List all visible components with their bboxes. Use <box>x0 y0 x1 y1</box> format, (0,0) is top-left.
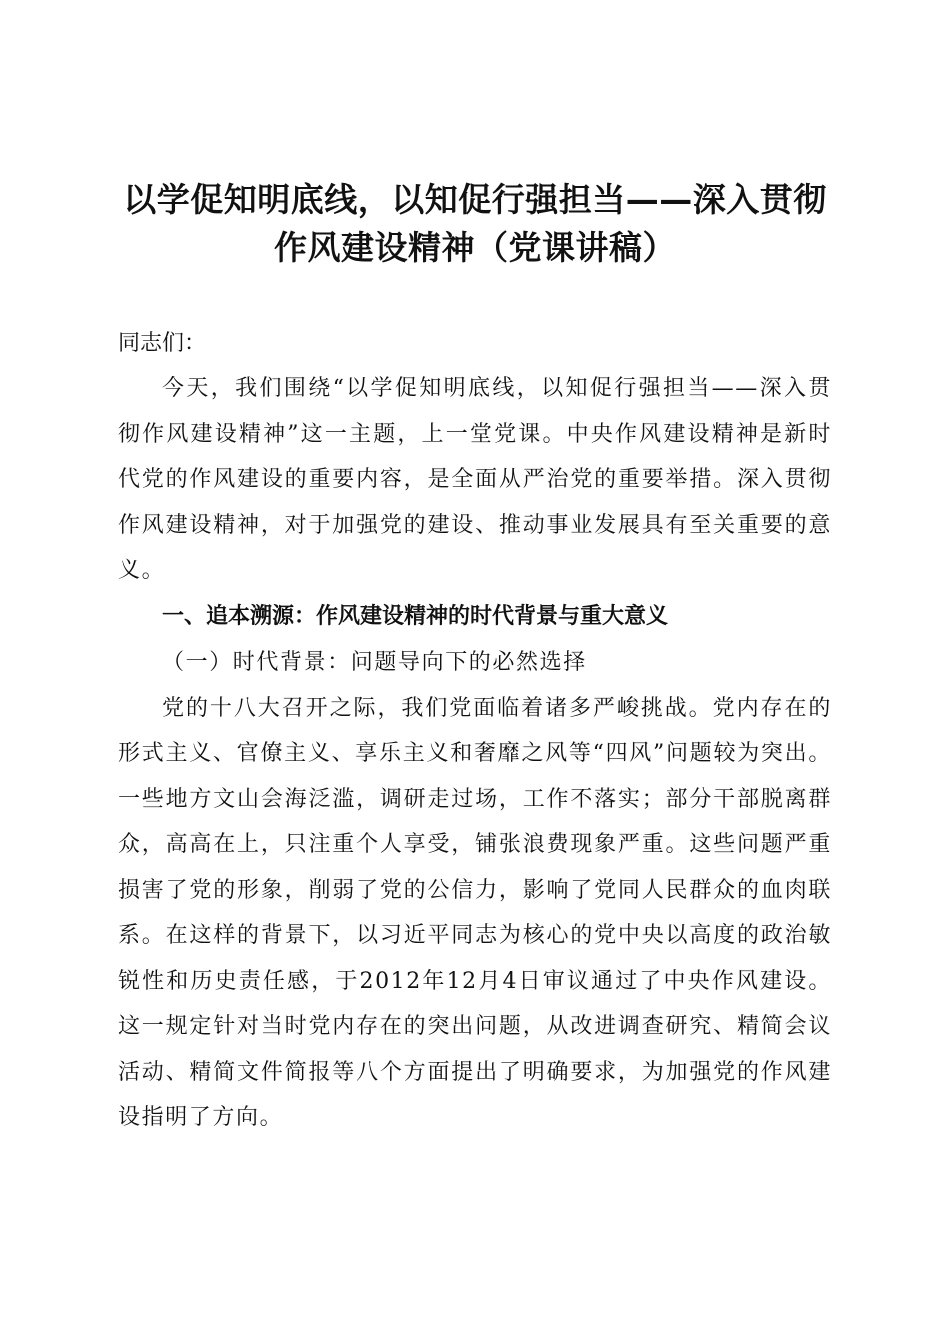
subsection-heading: （一）时代背景：问题导向下的必然选择 <box>162 649 587 675</box>
document-body <box>118 366 832 1141</box>
intro-paragraph: 今天，我们围绕“以学促知明底线，以知促行强担当——深入贯彻作风建设精神”这一主题，上一堂党课。中央作风建设精神是新时代党的作风建设的重要内容，是全面从严治党的重要举措。深入贯彻作风建设精神，对于加强党的建设、推动事业发展具有至关重要的意义。 <box>118 376 832 583</box>
document-title: 以学促知明底线，以知促行强担当——深入贯彻作风建设精神（党课讲稿） <box>123 180 827 267</box>
body-paragraph: 党的十八大召开之际，我们党面临着诸多严峻挑战。党内存在的形式主义、官僚主义、享乐主义和奢靡之风等“四风”问题较为突出。一些地方文山会海泛滥，调研走过场，工作不落实；部分干部脱离群众，高高在上，只注重个人享受，铺张浪费现象严重。这些问题严重损害了党的形象，削弱了党的公信力，影响了党同人民群众的血肉联系。在这样的背景下，以习近平同志为核心的党中央以高度的政治敏锐性和历史责任感，于2012年12月4日审议通过了中央作风建设。这一规定针对当时党内存在的突出问题，从改进调查研究、精简会议活动、精简文件简报等八个方面提出了明确要求，为加强党的作风建设指明了方向。 <box>118 695 832 1130</box>
section-heading: 一、追本溯源：作风建设精神的时代背景与重大意义 <box>162 603 669 629</box>
salutation: 同志们： <box>118 331 207 356</box>
